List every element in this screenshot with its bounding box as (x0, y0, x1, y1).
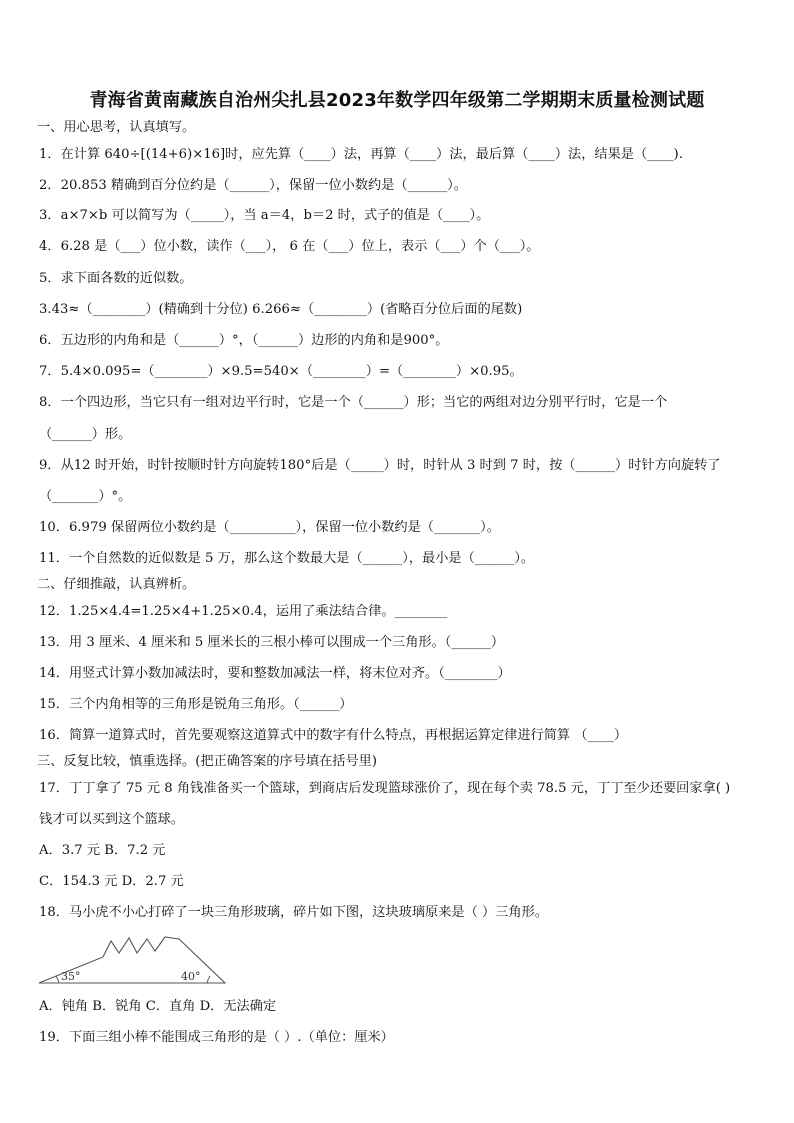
question-12: 12．1.25×4.4=1.25×4+1.25×0.4，运用了乘法结合律。________ (39, 604, 448, 619)
question-19: 19．下面三组小棒不能围成三角形的是（ ）.（单位：厘米） (39, 1030, 394, 1045)
section-3-heading: 三、反复比较，慎重选择。(把正确答案的序号填在括号里) (37, 754, 377, 769)
section-2-heading: 二、仔细推敲，认真辨析。 (37, 577, 196, 592)
question-17-options-cd: C．154.3 元 D．2.7 元 (39, 874, 184, 889)
question-16: 16．简算一道算式时，首先要观察这道算式中的数字有什么特点，再根据运算定律进行简算 （____） (39, 728, 628, 743)
question-1: 1．在计算 640÷[(14+6)×16]时，应先算（____）法，再算（____）法，最后算（____）法，结果是（____). (39, 147, 683, 162)
question-13: 13．用 3 厘米、4 厘米和 5 厘米长的三根小棒可以围成一个三角形。（______） (39, 635, 505, 650)
angle-label-left: 35° (61, 970, 81, 983)
angle-label-right: 40° (181, 970, 201, 983)
question-17-continued: 钱才可以买到这个篮球。 (39, 812, 185, 827)
question-17-options-ab: A．3.7 元 B．7.2 元 (39, 843, 166, 858)
question-18-options: A．钝角 B．锐角 C．直角 D．无法确定 (39, 999, 277, 1014)
question-4: 4．6.28 是（___）位小数，读作（___）， 6 在（___）位上，表示（___）个（___）。 (39, 239, 540, 254)
broken-triangle-figure (37, 933, 229, 987)
question-5: 5．求下面各数的近似数。 (39, 271, 193, 286)
question-15: 15．三个内角相等的三角形是锐角三角形。（______） (39, 697, 353, 712)
section-1-heading: 一、用心思考，认真填写。 (37, 120, 196, 135)
question-7: 7．5.4×0.095=（________）×9.5=540×（________）=（________）×0.95。 (39, 364, 523, 379)
question-8-continued: （______）形。 (39, 427, 132, 442)
question-9: 9．从12 时开始，时针按顺时针方向旋转180°后是（_____）时，时针从 3 时到 7 时，按（______）时针方向旋转了 (39, 458, 721, 473)
question-9-continued: （_______）°。 (39, 489, 132, 504)
question-5-items: 3.43≈（________）(精确到十分位) 6.266≈（________）(省略百分位后面的尾数) (39, 302, 523, 317)
question-6: 6．五边形的内角和是（______）°，（______）边形的内角和是900°。 (39, 333, 449, 348)
question-14: 14．用竖式计算小数加减法时，要和整数加减法一样，将末位对齐。（________） (39, 666, 511, 681)
question-11: 11．一个自然数的近似数是 5 万，那么这个数最大是（______），最小是（______）。 (39, 551, 535, 566)
question-17: 17．丁丁拿了 75 元 8 角钱准备买一个篮球，到商店后发现篮球涨价了，现在每个卖 78.5 元，丁丁至少还要回家拿( ) (39, 781, 731, 796)
question-2: 2．20.853 精确到百分位约是（______），保留一位小数约是（______）。 (39, 178, 467, 193)
question-10: 10．6.979 保留两位小数约是（__________），保留一位小数约是（_______）。 (39, 520, 500, 535)
question-3: 3．a×7×b 可以简写为（_____），当 a＝4，b＝2 时，式子的值是（____）。 (39, 208, 490, 223)
angle-arc-right (207, 976, 210, 983)
question-8: 8．一个四边形，当它只有一组对边平行时，它是一个（______）形；当它的两组对边分别平行时，它是一个 (39, 395, 668, 410)
angle-arc-left (56, 976, 59, 983)
question-18: 18．马小虎不小心打碎了一块三角形玻璃，碎片如下图，这块玻璃原来是（ ）三角形。 (39, 905, 548, 920)
page-title: 青海省黄南藏族自治州尖扎县2023年数学四年级第二学期期末质量检测试题 (89, 90, 705, 111)
